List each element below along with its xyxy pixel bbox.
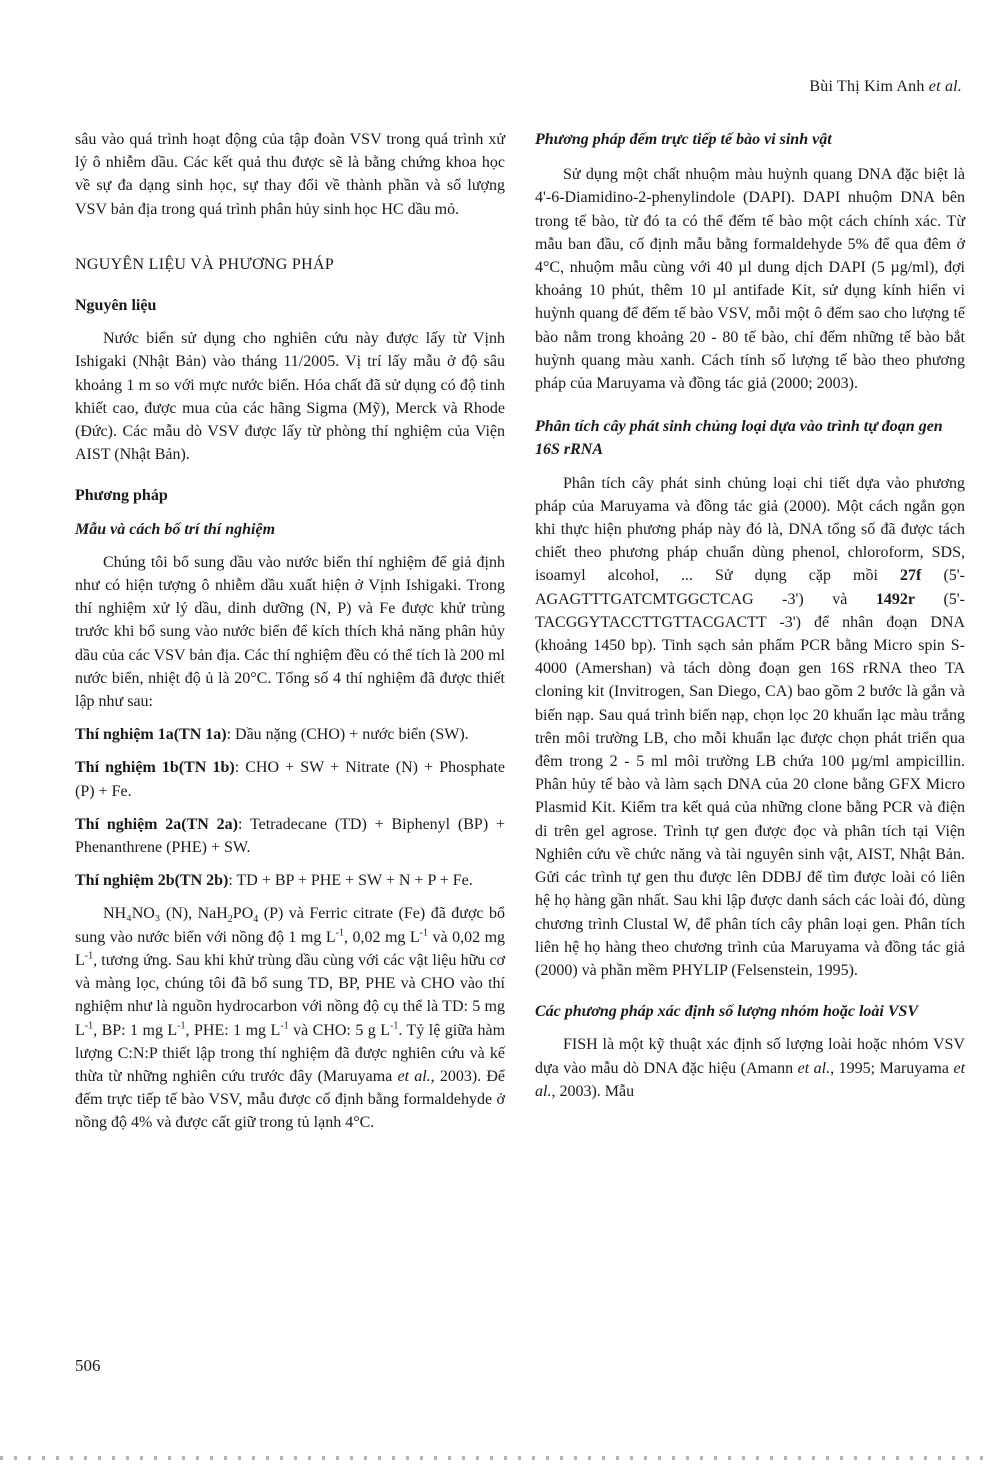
phylo-text-1: Phân tích cây phát sinh chủng loại chi tiết dựa vào phương pháp của Maruyama và đồng tác giả (2000). Một cách ngắn gọn khi thực hiện phương pháp này đó là, DNA tổng số đã được tách chiết theo phương pháp chuẩn dùng phenol, chloroform, SDS, isoamyl alcohol, ... Sử dụng cặp mồi: [535, 474, 965, 585]
experiment-2a-label: Thí nghiệm 2a(TN 2a): [75, 815, 239, 833]
materials-paragraph: Nước biển sử dụng cho nghiên cứu này được lấy từ Vịnh Ishigaki (Nhật Bản) vào tháng 11/2005. Vị trí lấy mẫu ở độ sâu khoảng 1 m so với mực nước biển. Hóa chất đã sử dụng có độ tinh khiết cao, được mua của các hãng Sigma (Mỹ), Merck và Rhode (Đức). Các mẫu dò VSV được lấy từ phòng thí nghiệm của Viện AIST (Nhật Bản).: [75, 330, 505, 464]
chem-text-6: , BP: 1 mg L: [93, 1021, 178, 1039]
etal-italic: et al.: [397, 1067, 431, 1085]
chem-text-2: (P) và Ferric citrate (Fe) đã được bổ sung vào nước biển với nồng độ 1 mg L: [75, 905, 506, 946]
etal-italic: et al.: [797, 1059, 831, 1077]
fish-paragraph: [535, 1033, 965, 1103]
left-column: [75, 128, 505, 1135]
experiment-2a: [75, 813, 505, 859]
phylo-text-3: (5'-TACGGYTACCTTGTTACGACTT -3') để nhân đoạn DNA (khoảng 1450 bp). Tinh sạch sản phẩm PCR bằng Micro spin S-4000 (Amershan) và tách dòng đoạn gen 16S rRNA theo TA cloning kit (Invitrogen, San Diego, CA) bao gồm 2 bước là gắn và biến nạp. Sau quá trình biến nạp, chọn lọc 20 khuẩn lạc màu trắng trên môi trường LB, cho mỗi khuẩn lạc được chọn phát triển qua đêm trong 2 - 5 ml môi trường LB chứa 100 µg/ml ampicillin. Phân hủy tế bào và làm sạch DNA của 20 clone bằng GFX Micro Plasmid Kit. Kiểm tra kết quả của những clone bằng PCR và điện di trên gel agrose. Trình tự gen được đọc và phân tích tại Viện Nghiên cứu về chức năng và tài nguyên sinh vật, AIST, Nhật Bản. Gửi các trình tự gen thu được lên DDBJ để tìm được loài có liên hệ họ hàng gần nhất. Sau khi lập được danh sách các loài đó, dùng chương trình Clustal W, để phân tích cây phân loại gen. Phân tích liên hệ họ hàng theo chương trình của Maruyama và đồng tác giả (2000) và phần mềm PHYLIP (Felsenstein, 1995).: [535, 590, 966, 979]
fish-text-2: , 1995; Maruyama: [830, 1059, 954, 1077]
materials-heading: Nguyên liệu: [75, 297, 157, 315]
primer-27f: 27f: [900, 567, 922, 585]
methods-heading: Phương pháp: [75, 487, 168, 505]
experiment-2b-text: : TD + BP + PHE + SW + N + P + Fe.: [228, 872, 473, 890]
experiment-2b-label: Thí nghiệm 2b(TN 2b): [75, 872, 229, 890]
experiment-2b: [75, 869, 505, 892]
chem-text-8: và CHO: 5 g L: [288, 1021, 391, 1039]
right-column: [535, 128, 965, 1103]
intro-paragraph: sâu vào quá trình hoạt động của tập đoàn VSV trong quá trình xử lý ô nhiễm dầu. Các kết quả thu được sẽ là bằng chứng khoa học về sự đa dạng sinh học, sự thay đổi về thành phần và số lượng VSV bản địa trong quá trình phân hủy sinh học HC dầu mỏ.: [75, 131, 505, 218]
section-heading: NGUYÊN LIỆU VÀ PHƯƠNG PHÁP: [75, 255, 335, 273]
experiment-1b-label: Thí nghiệm 1b(TN 1b): [75, 759, 235, 777]
sample-paragraph: Chúng tôi bổ sung dầu vào nước biển thí nghiệm để giả định như có hiện tượng ô nhiễm dầu xuất hiện ở Vịnh Ishigaki. Trong thí nghiệm xử lý dầu, dinh dưỡng (N, P) và Fe được khử trùng trước khi bổ sung vào nước biển để kích thích khả năng phân hủy dầu của các VSV bản địa. Các thí nghiệm đều có thể tích là 200 ml nước biển, nhiệt độ ủ là 20°C. Tổng số 4 thí nghiệm đã được thiết lập như sau:: [75, 553, 505, 711]
chem-text-9: . Tỷ lệ giữa hàm lượng C:N:P thiết lập trong thí nghiệm đã được nghiên cứu và kế thừa từ những nghiên cứu trước đây (Maruyama: [75, 1021, 506, 1085]
experiment-2a-text: : Tetradecane (TD) + Biphenyl (BP) + Phenanthrene (PHE) + SW.: [75, 815, 505, 857]
count-heading: Phương pháp đếm trực tiếp tế bào vi sinh vật: [535, 131, 832, 148]
etal-italic: et al.: [535, 1059, 966, 1100]
sample-heading: Mẫu và cách bố trí thí nghiệm: [75, 520, 276, 538]
chem-text-1: (N), NaH: [165, 905, 228, 923]
chem-text-5: , tương ứng. Sau khi khử trùng dầu cùng với các vật liệu hữu cơ và màng lọc, chúng tôi đã bổ sung TD, BP, PHE và CHO vào thí nghiệm như là nguồn hydrocarbon với nồng độ cụ thể là TD: 5 mg L: [75, 951, 505, 1039]
header-author: Bùi Thị Kim Anh: [809, 78, 925, 95]
chem-text-10: , 2003). Để đếm trực tiếp tế bào VSV, mẫu được cố định bằng formaldehyde ở nồng độ 4% và được cất giữ trong tủ lạnh 4°C.: [75, 1067, 505, 1132]
scan-edge-artifact: [0, 1456, 990, 1460]
fish-text-1: FISH là một kỹ thuật xác định số lượng loài hoặc nhóm VSV dựa vào mẫu dò DNA đặc hiệu (Amann: [535, 1036, 965, 1077]
experiment-1a-text: : Dầu nặng (CHO) + nước biển (SW).: [226, 726, 469, 744]
chem-text-3: , 0,02 mg L: [343, 928, 420, 946]
experiment-1a-label: Thí nghiệm 1a(TN 1a): [75, 726, 227, 744]
running-header: [809, 78, 962, 96]
nh4no3-formula: NH₄NO₃: [103, 905, 161, 923]
chem-text-7: , PHE: 1 mg L: [185, 1021, 281, 1039]
fish-heading: Các phương pháp xác định số lượng nhóm hoặc loài VSV: [535, 1003, 919, 1021]
count-paragraph: Sử dụng một chất nhuộm màu huỳnh quang DNA đặc biệt là 4'-6-Diamidino-2-phenylindole (DAPI). DAPI nhuộm DNA bên trong tế bào, từ đó ta có thể đếm tế bào một cách chính xác. Từ mẫu ban đầu, cố định mẫu bằng formaldehyde 5% để qua đêm ở 4°C, nhuộm mẫu cùng với 40 µl dung dịch DAPI (5 µg/ml), đợi khoảng 10 phút, thêm 10 µl antifade Kit, sử dụng kính hiển vi huỳnh quang để đếm tế bào VSV, mỗi một ô đếm sao cho lượng tế bào nằm trong khoảng 20 - 80 tế bào, chỉ đếm những tế bào bắt huỳnh quang màu xanh. Cách tính số lượng tế bào theo phương pháp của Maruyama và đồng tác giả (2000; 2003).: [535, 166, 965, 393]
chem-text-4: và 0,02 mg L: [75, 928, 506, 969]
fish-text-3: , 2003). Mẫu: [551, 1082, 635, 1100]
experiment-1b-text: : CHO + SW + Nitrate (N) + Phosphate (P) + Fe.: [75, 759, 505, 800]
primer-1492r: 1492r: [875, 590, 915, 608]
experiment-1a: [75, 723, 505, 746]
chemicals-paragraph: NH₄NO₃ (N), $NaH_2PO_4$ (P) và Ferric citrate (Fe) đã được bổ sung vào nước biển với nồng độ 1 mg $L^{-1}$, 0,02 mg $L^{-1}$ và 0,02 mg $L^{-1}$, tương ứng. Sau khi khử trùng dầu cùng với các vật liệu hữu cơ và màng lọc, chúng tôi đã bổ sung TD, BP, PHE và CHO vào thí nghiệm như là nguồn hydrocarbon với nồng độ cụ thể là TD: 5 mg $L^{-1}$, BP: 1 mg $L^{-1}$, PHE: 1 mg $L^{-1}$ và CHO: 5 g $L^{-1}$. Tỷ lệ giữa hàm lượng C:N:P thiết lập trong thí nghiệm đã được nghiên cứu và kế thừa từ những nghiên cứu trước đây (Maruyama et al., 2003). Để đếm trực tiếp tế bào VSV, mẫu được cố định bằng formaldehyde ở nồng độ 4% và được cất giữ trong tủ lạnh 4°C.: [75, 905, 506, 1132]
phylo-text-2: (5'-AGAGTTTGATCMTGGCTCAG -3') và: [535, 567, 966, 608]
header-etal: et al.: [928, 78, 962, 95]
phylo-paragraph: [535, 472, 965, 982]
phylo-heading: Phân tích cây phát sinh chủng loại dựa vào trình tự đoạn gen 16S rRNA: [535, 418, 943, 459]
experiment-1b: [75, 756, 505, 802]
page-number: 506: [75, 1356, 101, 1375]
